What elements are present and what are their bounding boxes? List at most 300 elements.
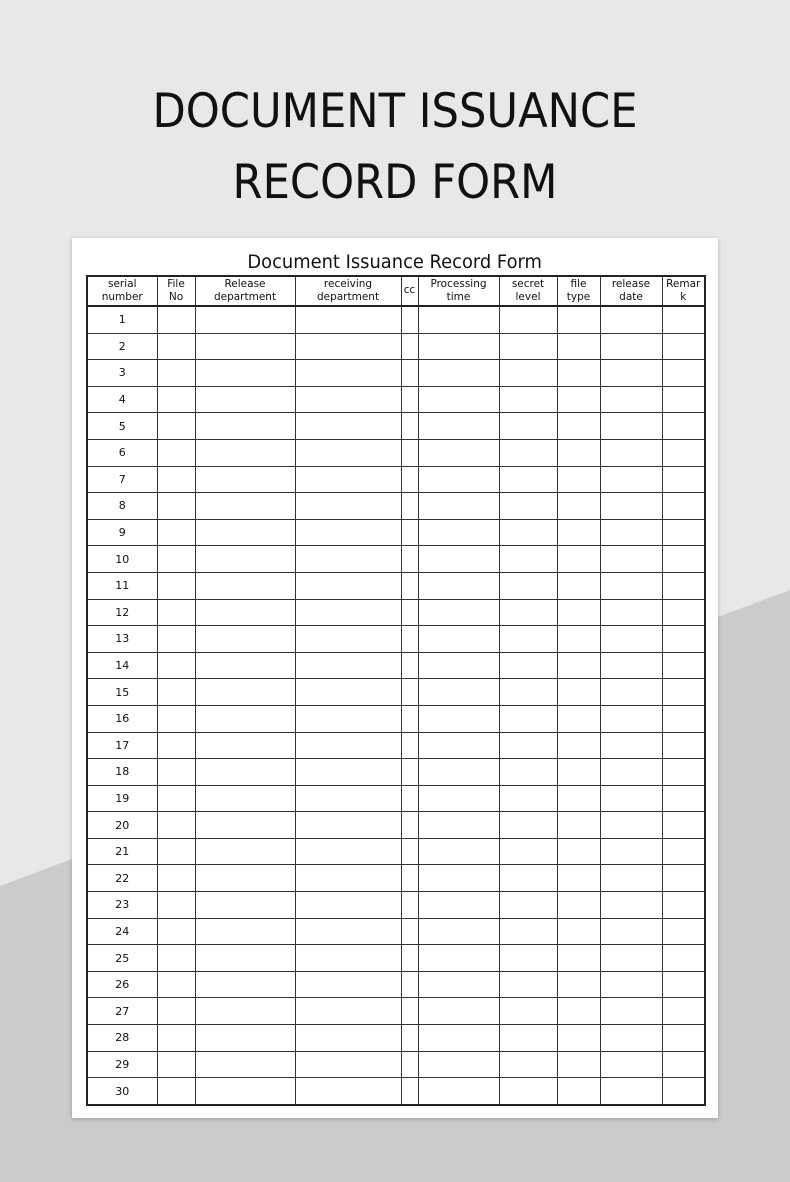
cell-processing-time[interactable] — [418, 1025, 499, 1052]
cell-release-department[interactable] — [195, 759, 295, 786]
cell-serial-number: 22 — [87, 865, 157, 892]
cell-cc[interactable] — [401, 892, 418, 919]
cell-file-type[interactable] — [557, 466, 600, 493]
cell-receiving-department[interactable] — [295, 413, 401, 440]
cell-secret-level[interactable] — [499, 971, 557, 998]
cell-file-no[interactable] — [157, 892, 195, 919]
cell-remark[interactable] — [662, 1078, 705, 1105]
cell-receiving-department[interactable] — [295, 732, 401, 759]
cell-serial-number: 19 — [87, 785, 157, 812]
cell-release-department[interactable] — [195, 599, 295, 626]
cell-receiving-department[interactable] — [295, 546, 401, 573]
cell-release-department[interactable] — [195, 1051, 295, 1078]
cell-release-department[interactable] — [195, 493, 295, 520]
cell-processing-time[interactable] — [418, 705, 499, 732]
cell-serial-number: 20 — [87, 812, 157, 839]
cell-secret-level[interactable] — [499, 812, 557, 839]
cell-release-department[interactable] — [195, 572, 295, 599]
col-header-cc: cc — [401, 276, 418, 306]
cell-release-department[interactable] — [195, 1078, 295, 1105]
cell-secret-level[interactable] — [499, 785, 557, 812]
cell-receiving-department[interactable] — [295, 652, 401, 679]
cell-cc[interactable] — [401, 306, 418, 333]
cell-secret-level[interactable] — [499, 599, 557, 626]
cell-file-type[interactable] — [557, 519, 600, 546]
cell-file-type[interactable] — [557, 892, 600, 919]
cell-remark[interactable] — [662, 679, 705, 706]
cell-file-no[interactable] — [157, 386, 195, 413]
cell-receiving-department[interactable] — [295, 626, 401, 653]
cell-processing-time[interactable] — [418, 918, 499, 945]
cell-release-date[interactable] — [600, 812, 662, 839]
cell-release-department[interactable] — [195, 386, 295, 413]
cell-cc[interactable] — [401, 652, 418, 679]
cell-file-type[interactable] — [557, 998, 600, 1025]
cell-file-type[interactable] — [557, 705, 600, 732]
cell-secret-level[interactable] — [499, 838, 557, 865]
cell-file-type[interactable] — [557, 1078, 600, 1105]
cell-secret-level[interactable] — [499, 413, 557, 440]
cell-receiving-department[interactable] — [295, 865, 401, 892]
table-row — [87, 945, 705, 972]
cell-cc[interactable] — [401, 333, 418, 360]
cell-release-department[interactable] — [195, 865, 295, 892]
cell-file-type[interactable] — [557, 918, 600, 945]
cell-file-no[interactable] — [157, 546, 195, 573]
cell-serial-number: 25 — [87, 945, 157, 972]
cell-file-type[interactable] — [557, 1051, 600, 1078]
cell-receiving-department[interactable] — [295, 599, 401, 626]
cell-processing-time[interactable] — [418, 998, 499, 1025]
cell-secret-level[interactable] — [499, 546, 557, 573]
cell-file-no[interactable] — [157, 945, 195, 972]
cell-release-date[interactable] — [600, 865, 662, 892]
cell-cc[interactable] — [401, 971, 418, 998]
table-row — [87, 652, 705, 679]
cell-remark[interactable] — [662, 838, 705, 865]
cell-file-type[interactable] — [557, 679, 600, 706]
cell-file-no[interactable] — [157, 1025, 195, 1052]
cell-remark[interactable] — [662, 705, 705, 732]
cell-cc[interactable] — [401, 519, 418, 546]
cell-cc[interactable] — [401, 546, 418, 573]
cell-release-department[interactable] — [195, 439, 295, 466]
cell-release-date[interactable] — [600, 493, 662, 520]
cell-remark[interactable] — [662, 652, 705, 679]
table-row — [87, 386, 705, 413]
cell-cc[interactable] — [401, 1078, 418, 1105]
cell-processing-time[interactable] — [418, 333, 499, 360]
cell-file-type[interactable] — [557, 971, 600, 998]
cell-file-no[interactable] — [157, 626, 195, 653]
cell-receiving-department[interactable] — [295, 759, 401, 786]
cell-file-type[interactable] — [557, 785, 600, 812]
cell-secret-level[interactable] — [499, 572, 557, 599]
cell-file-no[interactable] — [157, 439, 195, 466]
cell-release-date[interactable] — [600, 626, 662, 653]
cell-remark[interactable] — [662, 599, 705, 626]
cell-file-no[interactable] — [157, 838, 195, 865]
cell-receiving-department[interactable] — [295, 812, 401, 839]
cell-remark[interactable] — [662, 333, 705, 360]
cell-processing-time[interactable] — [418, 679, 499, 706]
cell-receiving-department[interactable] — [295, 971, 401, 998]
cell-file-type[interactable] — [557, 306, 600, 333]
cell-cc[interactable] — [401, 759, 418, 786]
cell-cc[interactable] — [401, 599, 418, 626]
cell-processing-time[interactable] — [418, 626, 499, 653]
cell-release-department[interactable] — [195, 945, 295, 972]
cell-serial-number: 18 — [87, 759, 157, 786]
cell-cc[interactable] — [401, 386, 418, 413]
cell-cc[interactable] — [401, 572, 418, 599]
cell-receiving-department[interactable] — [295, 493, 401, 520]
table-row — [87, 838, 705, 865]
cell-file-no[interactable] — [157, 918, 195, 945]
cell-remark[interactable] — [662, 998, 705, 1025]
cell-cc[interactable] — [401, 1051, 418, 1078]
cell-remark[interactable] — [662, 572, 705, 599]
cell-remark[interactable] — [662, 306, 705, 333]
cell-secret-level[interactable] — [499, 945, 557, 972]
table-row — [87, 971, 705, 998]
cell-release-department[interactable] — [195, 466, 295, 493]
cell-secret-level[interactable] — [499, 306, 557, 333]
cell-cc[interactable] — [401, 785, 418, 812]
cell-processing-time[interactable] — [418, 413, 499, 440]
cell-processing-time[interactable] — [418, 759, 499, 786]
cell-release-department[interactable] — [195, 971, 295, 998]
cell-processing-time[interactable] — [418, 1051, 499, 1078]
cell-processing-time[interactable] — [418, 466, 499, 493]
cell-cc[interactable] — [401, 918, 418, 945]
cell-cc[interactable] — [401, 812, 418, 839]
table-row — [87, 360, 705, 387]
cell-file-no[interactable] — [157, 705, 195, 732]
cell-file-no[interactable] — [157, 785, 195, 812]
cell-receiving-department[interactable] — [295, 519, 401, 546]
cell-remark[interactable] — [662, 360, 705, 387]
cell-release-department[interactable] — [195, 892, 295, 919]
cell-release-department[interactable] — [195, 360, 295, 387]
cell-release-department[interactable] — [195, 519, 295, 546]
cell-remark[interactable] — [662, 413, 705, 440]
cell-release-department[interactable] — [195, 812, 295, 839]
cell-processing-time[interactable] — [418, 892, 499, 919]
cell-serial-number: 15 — [87, 679, 157, 706]
cell-receiving-department[interactable] — [295, 1025, 401, 1052]
table-row — [87, 785, 705, 812]
cell-receiving-department[interactable] — [295, 838, 401, 865]
cell-release-date[interactable] — [600, 785, 662, 812]
table-row — [87, 572, 705, 599]
cell-receiving-department[interactable] — [295, 998, 401, 1025]
cell-receiving-department[interactable] — [295, 945, 401, 972]
cell-release-department[interactable] — [195, 785, 295, 812]
cell-release-date[interactable] — [600, 466, 662, 493]
cell-receiving-department[interactable] — [295, 306, 401, 333]
cell-receiving-department[interactable] — [295, 439, 401, 466]
table-row — [87, 732, 705, 759]
cell-receiving-department[interactable] — [295, 705, 401, 732]
cell-remark[interactable] — [662, 519, 705, 546]
cell-file-no[interactable] — [157, 519, 195, 546]
cell-secret-level[interactable] — [499, 732, 557, 759]
cell-secret-level[interactable] — [499, 386, 557, 413]
cell-processing-time[interactable] — [418, 546, 499, 573]
cell-release-department[interactable] — [195, 679, 295, 706]
cell-file-no[interactable] — [157, 306, 195, 333]
cell-release-department[interactable] — [195, 918, 295, 945]
cell-release-date[interactable] — [600, 306, 662, 333]
cell-processing-time[interactable] — [418, 971, 499, 998]
cell-remark[interactable] — [662, 1051, 705, 1078]
cell-processing-time[interactable] — [418, 360, 499, 387]
cell-processing-time[interactable] — [418, 493, 499, 520]
table-row — [87, 865, 705, 892]
cell-remark[interactable] — [662, 546, 705, 573]
cell-serial-number: 21 — [87, 838, 157, 865]
cell-secret-level[interactable] — [499, 466, 557, 493]
cell-file-type[interactable] — [557, 546, 600, 573]
cell-file-type[interactable] — [557, 838, 600, 865]
cell-release-date[interactable] — [600, 732, 662, 759]
cell-file-type[interactable] — [557, 945, 600, 972]
cell-secret-level[interactable] — [499, 652, 557, 679]
cell-release-department[interactable] — [195, 652, 295, 679]
cell-file-no[interactable] — [157, 413, 195, 440]
cell-processing-time[interactable] — [418, 386, 499, 413]
cell-cc[interactable] — [401, 998, 418, 1025]
cell-processing-time[interactable] — [418, 812, 499, 839]
cell-release-department[interactable] — [195, 546, 295, 573]
cell-remark[interactable] — [662, 439, 705, 466]
cell-secret-level[interactable] — [499, 1078, 557, 1105]
cell-receiving-department[interactable] — [295, 572, 401, 599]
cell-serial-number: 27 — [87, 998, 157, 1025]
table-row — [87, 812, 705, 839]
cell-secret-level[interactable] — [499, 333, 557, 360]
cell-secret-level[interactable] — [499, 626, 557, 653]
cell-remark[interactable] — [662, 971, 705, 998]
cell-remark[interactable] — [662, 918, 705, 945]
cell-file-type[interactable] — [557, 1025, 600, 1052]
cell-receiving-department[interactable] — [295, 785, 401, 812]
cell-release-department[interactable] — [195, 333, 295, 360]
table-row — [87, 493, 705, 520]
cell-release-date[interactable] — [600, 439, 662, 466]
cell-secret-level[interactable] — [499, 1025, 557, 1052]
cell-remark[interactable] — [662, 626, 705, 653]
cell-secret-level[interactable] — [499, 519, 557, 546]
cell-cc[interactable] — [401, 865, 418, 892]
cell-file-no[interactable] — [157, 1078, 195, 1105]
cell-release-department[interactable] — [195, 413, 295, 440]
cell-remark[interactable] — [662, 892, 705, 919]
cell-file-no[interactable] — [157, 865, 195, 892]
cell-file-no[interactable] — [157, 493, 195, 520]
cell-secret-level[interactable] — [499, 998, 557, 1025]
cell-file-type[interactable] — [557, 360, 600, 387]
cell-cc[interactable] — [401, 705, 418, 732]
cell-secret-level[interactable] — [499, 679, 557, 706]
cell-cc[interactable] — [401, 466, 418, 493]
cell-release-date[interactable] — [600, 572, 662, 599]
cell-file-type[interactable] — [557, 652, 600, 679]
table-row — [87, 626, 705, 653]
cell-file-type[interactable] — [557, 333, 600, 360]
cell-file-type[interactable] — [557, 865, 600, 892]
cell-cc[interactable] — [401, 838, 418, 865]
cell-release-date[interactable] — [600, 1051, 662, 1078]
cell-receiving-department[interactable] — [295, 1051, 401, 1078]
cell-cc[interactable] — [401, 732, 418, 759]
cell-processing-time[interactable] — [418, 519, 499, 546]
cell-remark[interactable] — [662, 785, 705, 812]
cell-file-type[interactable] — [557, 732, 600, 759]
cell-receiving-department[interactable] — [295, 333, 401, 360]
cell-secret-level[interactable] — [499, 918, 557, 945]
cell-release-date[interactable] — [600, 918, 662, 945]
cell-file-type[interactable] — [557, 626, 600, 653]
cell-release-department[interactable] — [195, 732, 295, 759]
cell-file-no[interactable] — [157, 333, 195, 360]
cell-serial-number: 7 — [87, 466, 157, 493]
cell-release-date[interactable] — [600, 360, 662, 387]
cell-file-no[interactable] — [157, 971, 195, 998]
cell-cc[interactable] — [401, 360, 418, 387]
cell-serial-number: 5 — [87, 413, 157, 440]
cell-serial-number: 11 — [87, 572, 157, 599]
cell-release-date[interactable] — [600, 652, 662, 679]
cell-file-no[interactable] — [157, 360, 195, 387]
cell-processing-time[interactable] — [418, 838, 499, 865]
cell-cc[interactable] — [401, 493, 418, 520]
cell-cc[interactable] — [401, 679, 418, 706]
cell-file-no[interactable] — [157, 466, 195, 493]
cell-release-department[interactable] — [195, 705, 295, 732]
cell-file-no[interactable] — [157, 679, 195, 706]
cell-processing-time[interactable] — [418, 732, 499, 759]
cell-release-date[interactable] — [600, 705, 662, 732]
cell-secret-level[interactable] — [499, 360, 557, 387]
cell-receiving-department[interactable] — [295, 679, 401, 706]
cell-release-date[interactable] — [600, 386, 662, 413]
cell-release-date[interactable] — [600, 413, 662, 440]
cell-release-date[interactable] — [600, 599, 662, 626]
cell-remark[interactable] — [662, 812, 705, 839]
cell-file-type[interactable] — [557, 386, 600, 413]
cell-cc[interactable] — [401, 945, 418, 972]
table-row — [87, 413, 705, 440]
cell-receiving-department[interactable] — [295, 360, 401, 387]
cell-receiving-department[interactable] — [295, 918, 401, 945]
cell-cc[interactable] — [401, 439, 418, 466]
cell-file-type[interactable] — [557, 599, 600, 626]
cell-release-department[interactable] — [195, 306, 295, 333]
cell-file-no[interactable] — [157, 652, 195, 679]
cell-file-type[interactable] — [557, 413, 600, 440]
cell-file-type[interactable] — [557, 439, 600, 466]
cell-secret-level[interactable] — [499, 705, 557, 732]
cell-release-date[interactable] — [600, 1078, 662, 1105]
cell-release-date[interactable] — [600, 679, 662, 706]
cell-file-no[interactable] — [157, 732, 195, 759]
cell-release-date[interactable] — [600, 1025, 662, 1052]
cell-processing-time[interactable] — [418, 599, 499, 626]
col-header-file-no: File No — [157, 276, 195, 306]
cell-cc[interactable] — [401, 413, 418, 440]
cell-release-department[interactable] — [195, 838, 295, 865]
cell-file-no[interactable] — [157, 759, 195, 786]
cell-processing-time[interactable] — [418, 945, 499, 972]
cell-processing-time[interactable] — [418, 1078, 499, 1105]
cell-processing-time[interactable] — [418, 865, 499, 892]
cell-file-no[interactable] — [157, 1051, 195, 1078]
cell-release-date[interactable] — [600, 519, 662, 546]
cell-processing-time[interactable] — [418, 785, 499, 812]
cell-processing-time[interactable] — [418, 572, 499, 599]
cell-file-type[interactable] — [557, 812, 600, 839]
cell-file-type[interactable] — [557, 572, 600, 599]
cell-file-no[interactable] — [157, 812, 195, 839]
cell-release-date[interactable] — [600, 546, 662, 573]
cell-cc[interactable] — [401, 1025, 418, 1052]
cell-receiving-department[interactable] — [295, 1078, 401, 1105]
cell-file-type[interactable] — [557, 493, 600, 520]
cell-remark[interactable] — [662, 493, 705, 520]
cell-remark[interactable] — [662, 865, 705, 892]
cell-release-date[interactable] — [600, 759, 662, 786]
cell-release-date[interactable] — [600, 998, 662, 1025]
cell-release-department[interactable] — [195, 626, 295, 653]
cell-secret-level[interactable] — [499, 439, 557, 466]
cell-release-date[interactable] — [600, 971, 662, 998]
cell-serial-number: 28 — [87, 1025, 157, 1052]
cell-release-department[interactable] — [195, 1025, 295, 1052]
cell-remark[interactable] — [662, 1025, 705, 1052]
cell-remark[interactable] — [662, 759, 705, 786]
cell-secret-level[interactable] — [499, 892, 557, 919]
cell-release-date[interactable] — [600, 892, 662, 919]
cell-file-type[interactable] — [557, 759, 600, 786]
cell-remark[interactable] — [662, 466, 705, 493]
cell-file-no[interactable] — [157, 572, 195, 599]
cell-processing-time[interactable] — [418, 306, 499, 333]
cell-processing-time[interactable] — [418, 439, 499, 466]
issuance-record-table — [86, 275, 706, 1106]
cell-secret-level[interactable] — [499, 493, 557, 520]
cell-file-no[interactable] — [157, 599, 195, 626]
cell-file-no[interactable] — [157, 998, 195, 1025]
cell-secret-level[interactable] — [499, 865, 557, 892]
cell-remark[interactable] — [662, 945, 705, 972]
cell-release-department[interactable] — [195, 998, 295, 1025]
cell-release-date[interactable] — [600, 945, 662, 972]
cell-receiving-department[interactable] — [295, 466, 401, 493]
cell-secret-level[interactable] — [499, 759, 557, 786]
cell-release-date[interactable] — [600, 333, 662, 360]
cell-receiving-department[interactable] — [295, 892, 401, 919]
cell-secret-level[interactable] — [499, 1051, 557, 1078]
cell-processing-time[interactable] — [418, 652, 499, 679]
cell-remark[interactable] — [662, 732, 705, 759]
cell-cc[interactable] — [401, 626, 418, 653]
cell-receiving-department[interactable] — [295, 386, 401, 413]
cell-release-date[interactable] — [600, 838, 662, 865]
cell-remark[interactable] — [662, 386, 705, 413]
table-row — [87, 918, 705, 945]
